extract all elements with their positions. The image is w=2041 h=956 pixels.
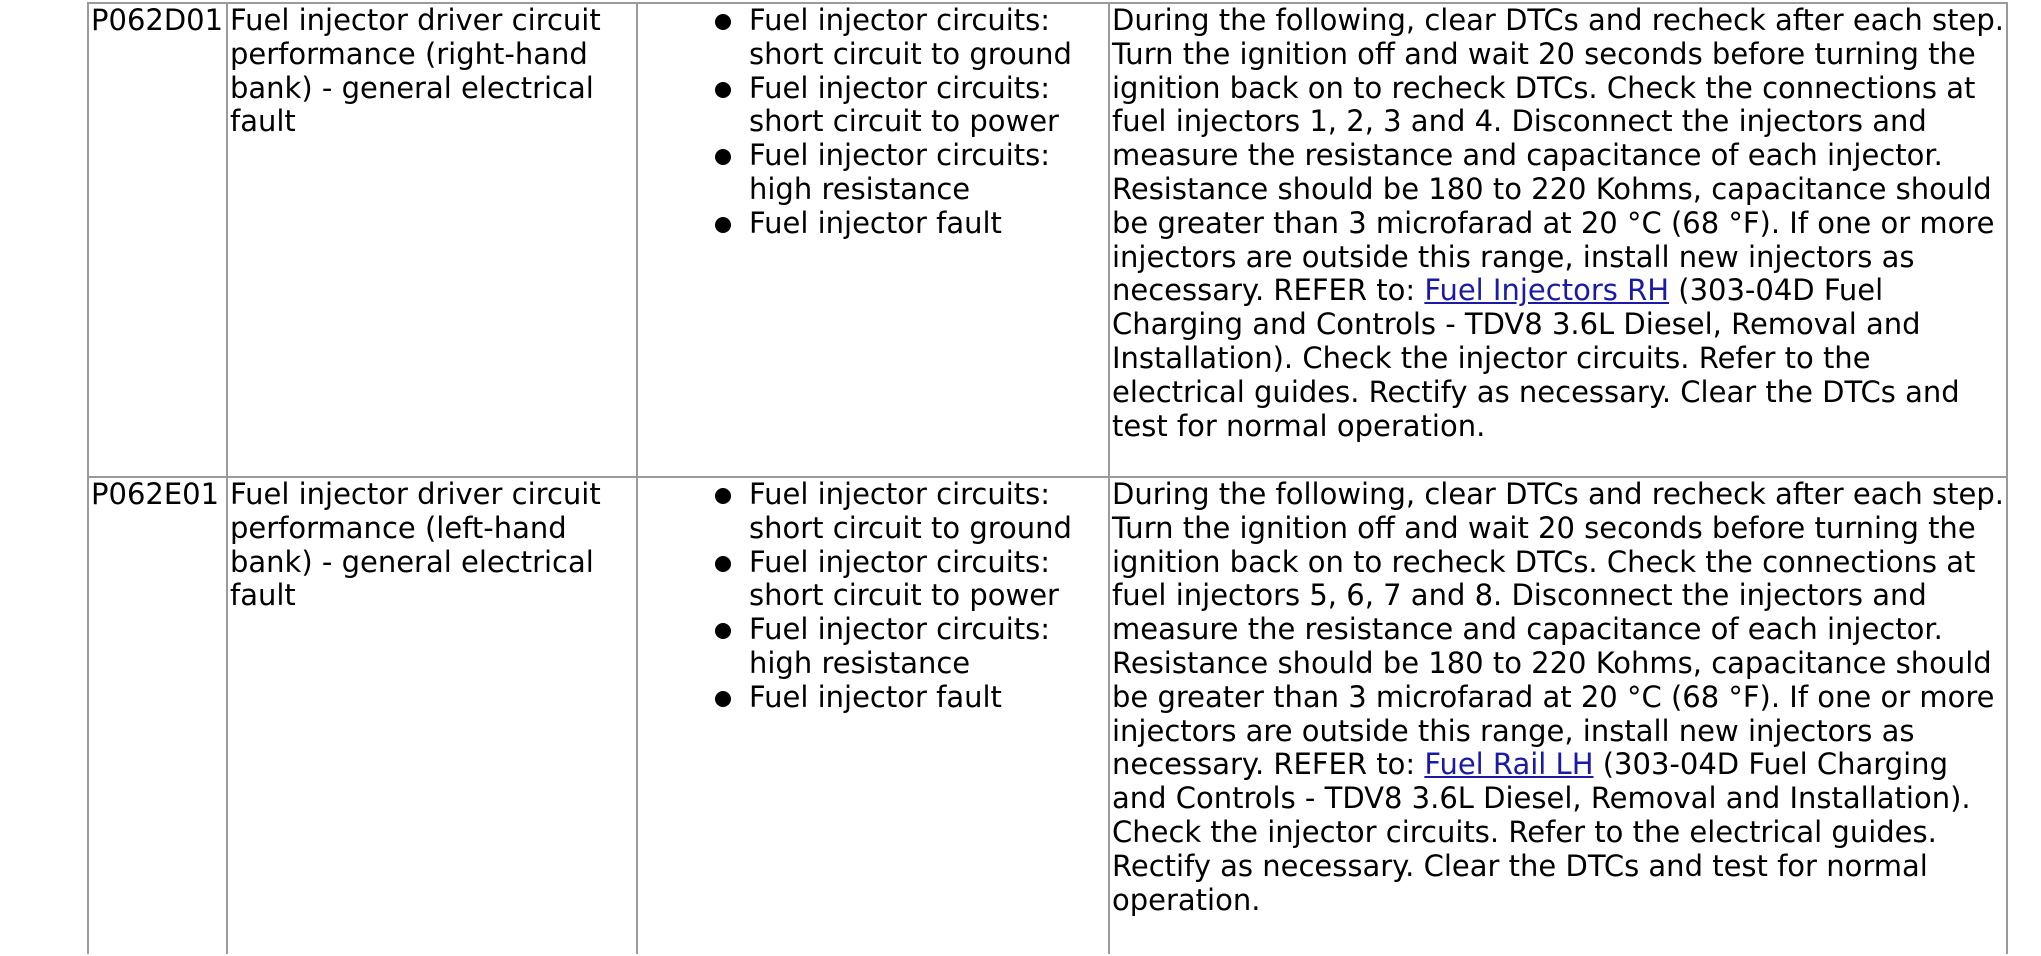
bullet-icon xyxy=(715,691,731,707)
action-text: During the following, clear DTCs and recheck after each step. Turn the ignition off and wait 20 seconds before turning the ignition back on to recheck DTCs. Check the connections at fuel injectors 5, 6, 7 and 8. Disconnect the injectors and measure the resistance and capacitance of each injector. Resistance should be 180 to 220 Kohms, capacitance should be greater than 3 microfarad at 20 °C (68 °F). If one or more injectors are outside this range, install new injectors as necessary. REFER to: xyxy=(1112,477,2004,782)
bullet-icon xyxy=(715,556,731,572)
bullet-icon xyxy=(715,14,731,30)
action-cell xyxy=(1109,3,2007,477)
cause-text: Fuel injector circuits: high resistance xyxy=(749,138,1051,206)
dtc-code: P062D01 xyxy=(88,3,227,477)
causes-list xyxy=(640,478,1108,715)
bullet-icon xyxy=(715,82,731,98)
dtc-description: Fuel injector driver circuit performance (right-hand bank) - general electrical fault xyxy=(227,3,637,477)
cause-text: Fuel injector circuits: short circuit to power xyxy=(749,70,1059,139)
list-item xyxy=(640,613,1108,681)
action-text: During the following, clear DTCs and recheck after each step. Turn the ignition off and wait 20 seconds before turning the ignition back on to recheck DTCs. Check the connections at fuel injectors 1, 2, 3 and 4. Disconnect the injectors and measure the resistance and capacitance of each injector. Resistance should be 180 to 220 Kohms, capacitance should be greater than 3 microfarad at 20 °C (68 °F). If one or more injectors are outside this range, install new injectors as necessary. REFER to: xyxy=(1112,3,2004,308)
list-item xyxy=(640,207,1108,241)
dtc-code: P062E01 xyxy=(88,477,227,954)
list-item xyxy=(640,139,1108,207)
possible-causes xyxy=(637,477,1109,954)
bullet-icon xyxy=(715,149,731,165)
cause-text: Fuel injector circuits: short circuit to power xyxy=(749,544,1059,613)
cause-text: Fuel injector circuits: high resistance xyxy=(749,612,1051,680)
table-row xyxy=(88,3,2007,477)
causes-list xyxy=(640,4,1108,241)
list-item xyxy=(640,4,1108,72)
possible-causes xyxy=(637,3,1109,477)
action-text-continued: (303-04D Fuel Charging and Controls - TDV8 3.6L Diesel, Removal and Installation). Check the injector circuits. Refer to the electrical guides. Rectify as necessary. Clear the DTCs and test for normal operation. xyxy=(1112,747,1971,917)
bullet-icon xyxy=(715,488,731,504)
fuel-injectors-rh-link[interactable]: Fuel Injectors RH xyxy=(1424,273,1670,308)
action-cell xyxy=(1109,477,2007,954)
dtc-description: Fuel injector driver circuit performance (left-hand bank) - general electrical fault xyxy=(227,477,637,954)
fuel-rail-lh-link[interactable]: Fuel Rail LH xyxy=(1424,747,1594,782)
list-item xyxy=(640,72,1108,140)
cause-text: Fuel injector fault xyxy=(749,205,1002,240)
cause-text: Fuel injector circuits: short circuit to ground xyxy=(749,477,1072,545)
bullet-icon xyxy=(715,217,731,233)
bullet-icon xyxy=(715,623,731,639)
list-item xyxy=(640,681,1108,715)
list-item xyxy=(640,546,1108,614)
table-row xyxy=(88,477,2007,954)
dtc-table xyxy=(87,2,2008,954)
action-text-continued: (303-04D Fuel Charging and Controls - TDV8 3.6L Diesel, Removal and Installation). Check the injector circuits. Refer to the electrical guides. Rectify as necessary. Clear the DTCs and test for normal operation. xyxy=(1112,273,1960,443)
cause-text: Fuel injector circuits: short circuit to ground xyxy=(749,3,1072,71)
list-item xyxy=(640,478,1108,546)
cause-text: Fuel injector fault xyxy=(749,679,1002,714)
